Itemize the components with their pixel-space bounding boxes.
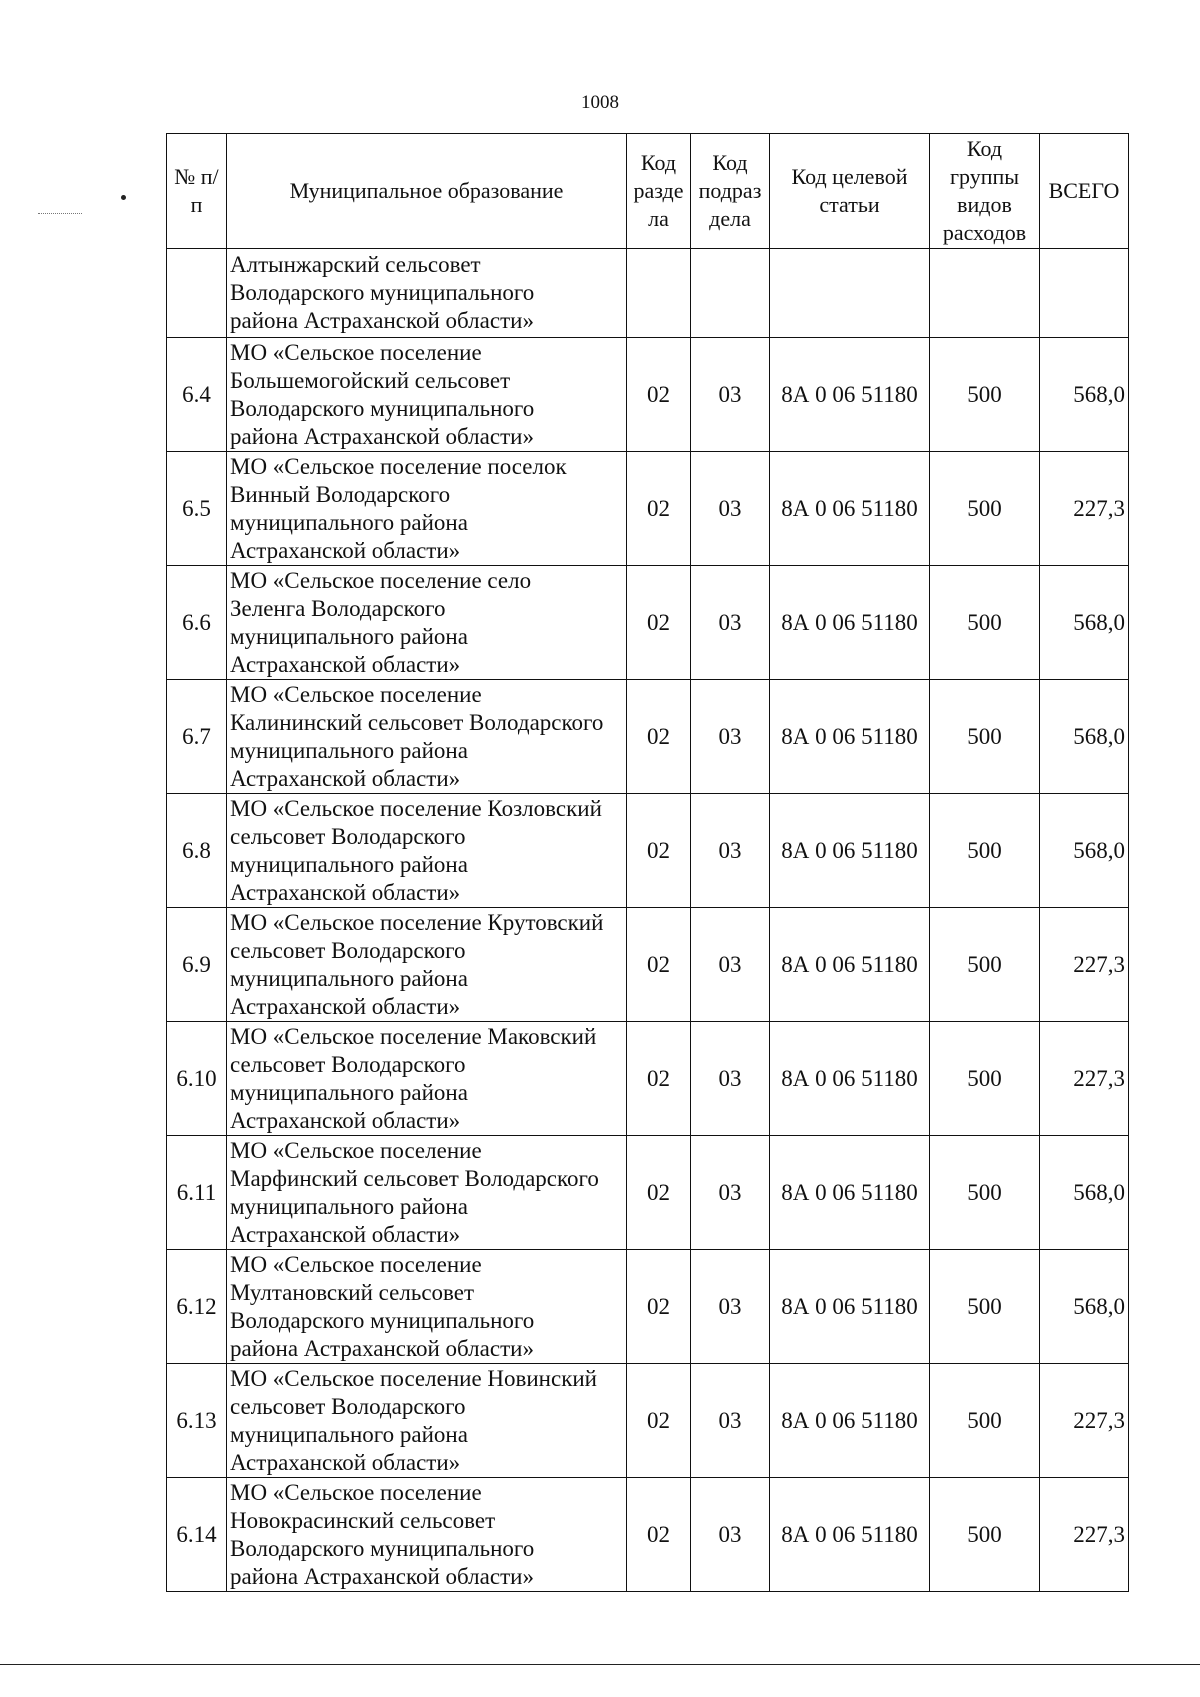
cell-name: МО «Сельское поселение поселок Винный Володарского муниципального района Астраханской области» xyxy=(227,452,627,566)
cell-podrazdel xyxy=(691,249,770,338)
cell-podrazdel: 03 xyxy=(691,1250,770,1364)
cell-num: 6.14 xyxy=(167,1478,227,1592)
cell-num: 6.8 xyxy=(167,794,227,908)
cell-csr xyxy=(770,249,930,338)
cell-name: МО «Сельское поселение Большемогойский сельсовет Володарского муниципального района Астраханской области» xyxy=(227,338,627,452)
table-row xyxy=(167,1364,1129,1478)
cell-podrazdel: 03 xyxy=(691,452,770,566)
cell-vr: 500 xyxy=(930,452,1040,566)
header-podrazdel: Код подраз дела xyxy=(691,134,770,249)
cell-name: МО «Сельское поселение Марфинский сельсовет Володарского муниципального района Астраханской области» xyxy=(227,1136,627,1250)
cell-num: 6.9 xyxy=(167,908,227,1022)
table-row xyxy=(167,908,1129,1022)
table-row xyxy=(167,680,1129,794)
cell-csr: 8А 0 06 51180 xyxy=(770,908,930,1022)
cell-csr: 8А 0 06 51180 xyxy=(770,1136,930,1250)
cell-csr: 8А 0 06 51180 xyxy=(770,794,930,908)
cell-total: 568,0 xyxy=(1040,680,1129,794)
table-body xyxy=(167,249,1129,1592)
table-row xyxy=(167,794,1129,908)
cell-csr: 8А 0 06 51180 xyxy=(770,338,930,452)
cell-vr: 500 xyxy=(930,794,1040,908)
cell-vr: 500 xyxy=(930,1364,1040,1478)
cell-total: 227,3 xyxy=(1040,1364,1129,1478)
cell-total: 568,0 xyxy=(1040,1250,1129,1364)
cell-total: 568,0 xyxy=(1040,1136,1129,1250)
cell-num xyxy=(167,249,227,338)
header-csr: Код целевой статьи xyxy=(770,134,930,249)
cell-podrazdel: 03 xyxy=(691,566,770,680)
cell-podrazdel: 03 xyxy=(691,338,770,452)
cell-name: Алтынжарский сельсовет Володарского муниципального района Астраханской области» xyxy=(227,249,627,338)
margin-dot-mark xyxy=(121,195,126,200)
cell-csr: 8А 0 06 51180 xyxy=(770,452,930,566)
table-row xyxy=(167,1250,1129,1364)
cell-name: МО «Сельское поселение Калининский сельсовет Володарского муниципального района Астраханской области» xyxy=(227,680,627,794)
cell-vr: 500 xyxy=(930,1250,1040,1364)
cell-num: 6.6 xyxy=(167,566,227,680)
cell-total: 568,0 xyxy=(1040,566,1129,680)
cell-razdel xyxy=(627,249,691,338)
cell-podrazdel: 03 xyxy=(691,680,770,794)
cell-vr: 500 xyxy=(930,566,1040,680)
cell-csr: 8А 0 06 51180 xyxy=(770,1022,930,1136)
cell-name: МО «Сельское поселение Крутовский сельсовет Володарского муниципального района Астраханской области» xyxy=(227,908,627,1022)
cell-num: 6.12 xyxy=(167,1250,227,1364)
cell-vr: 500 xyxy=(930,1022,1040,1136)
cell-podrazdel: 03 xyxy=(691,1478,770,1592)
cell-vr: 500 xyxy=(930,1478,1040,1592)
cell-razdel: 02 xyxy=(627,338,691,452)
scan-artifact-mark xyxy=(38,213,82,216)
table-row-continued xyxy=(167,249,1129,338)
cell-csr: 8А 0 06 51180 xyxy=(770,566,930,680)
cell-razdel: 02 xyxy=(627,566,691,680)
cell-razdel: 02 xyxy=(627,1478,691,1592)
cell-vr: 500 xyxy=(930,908,1040,1022)
cell-total: 227,3 xyxy=(1040,1478,1129,1592)
cell-razdel: 02 xyxy=(627,680,691,794)
header-razdel: Код разде ла xyxy=(627,134,691,249)
cell-name: МО «Сельское поселение Новокрасинский сельсовет Володарского муниципального района Астраханской области» xyxy=(227,1478,627,1592)
cell-csr: 8А 0 06 51180 xyxy=(770,1250,930,1364)
cell-razdel: 02 xyxy=(627,452,691,566)
cell-csr: 8А 0 06 51180 xyxy=(770,680,930,794)
cell-name: МО «Сельское поселение Новинский сельсовет Володарского муниципального района Астраханской области» xyxy=(227,1364,627,1478)
cell-podrazdel: 03 xyxy=(691,908,770,1022)
budget-table xyxy=(166,133,1129,1592)
table-header xyxy=(167,134,1129,249)
cell-num: 6.5 xyxy=(167,452,227,566)
cell-razdel: 02 xyxy=(627,794,691,908)
bottom-rule xyxy=(0,1664,1200,1665)
cell-razdel: 02 xyxy=(627,908,691,1022)
cell-name: МО «Сельское поселение Мултановский сельсовет Володарского муниципального района Астраханской области» xyxy=(227,1250,627,1364)
cell-vr xyxy=(930,249,1040,338)
cell-num: 6.7 xyxy=(167,680,227,794)
cell-total: 227,3 xyxy=(1040,1022,1129,1136)
cell-podrazdel: 03 xyxy=(691,794,770,908)
header-num: № п/п xyxy=(167,134,227,249)
cell-total: 568,0 xyxy=(1040,794,1129,908)
cell-num: 6.4 xyxy=(167,338,227,452)
cell-podrazdel: 03 xyxy=(691,1364,770,1478)
cell-total: 227,3 xyxy=(1040,452,1129,566)
table-row xyxy=(167,452,1129,566)
cell-podrazdel: 03 xyxy=(691,1136,770,1250)
table-row xyxy=(167,1136,1129,1250)
table-row xyxy=(167,1478,1129,1592)
cell-razdel: 02 xyxy=(627,1364,691,1478)
cell-csr: 8А 0 06 51180 xyxy=(770,1478,930,1592)
cell-total xyxy=(1040,249,1129,338)
cell-vr: 500 xyxy=(930,338,1040,452)
cell-num: 6.11 xyxy=(167,1136,227,1250)
cell-name: МО «Сельское поселение село Зеленга Володарского муниципального района Астраханской области» xyxy=(227,566,627,680)
cell-name: МО «Сельское поселение Маковский сельсовет Володарского муниципального района Астраханской области» xyxy=(227,1022,627,1136)
header-vr: Код группы видов расходов xyxy=(930,134,1040,249)
cell-name: МО «Сельское поселение Козловский сельсовет Володарского муниципального района Астраханской области» xyxy=(227,794,627,908)
table-row xyxy=(167,338,1129,452)
cell-razdel: 02 xyxy=(627,1250,691,1364)
table-row xyxy=(167,1022,1129,1136)
cell-num: 6.10 xyxy=(167,1022,227,1136)
cell-razdel: 02 xyxy=(627,1022,691,1136)
cell-vr: 500 xyxy=(930,1136,1040,1250)
header-name: Муниципальное образование xyxy=(227,134,627,249)
cell-podrazdel: 03 xyxy=(691,1022,770,1136)
cell-razdel: 02 xyxy=(627,1136,691,1250)
cell-csr: 8А 0 06 51180 xyxy=(770,1364,930,1478)
header-total: ВСЕГО xyxy=(1040,134,1129,249)
cell-total: 227,3 xyxy=(1040,908,1129,1022)
table-row xyxy=(167,566,1129,680)
cell-vr: 500 xyxy=(930,680,1040,794)
cell-num: 6.13 xyxy=(167,1364,227,1478)
page-number: 1008 xyxy=(581,92,619,113)
cell-total: 568,0 xyxy=(1040,338,1129,452)
